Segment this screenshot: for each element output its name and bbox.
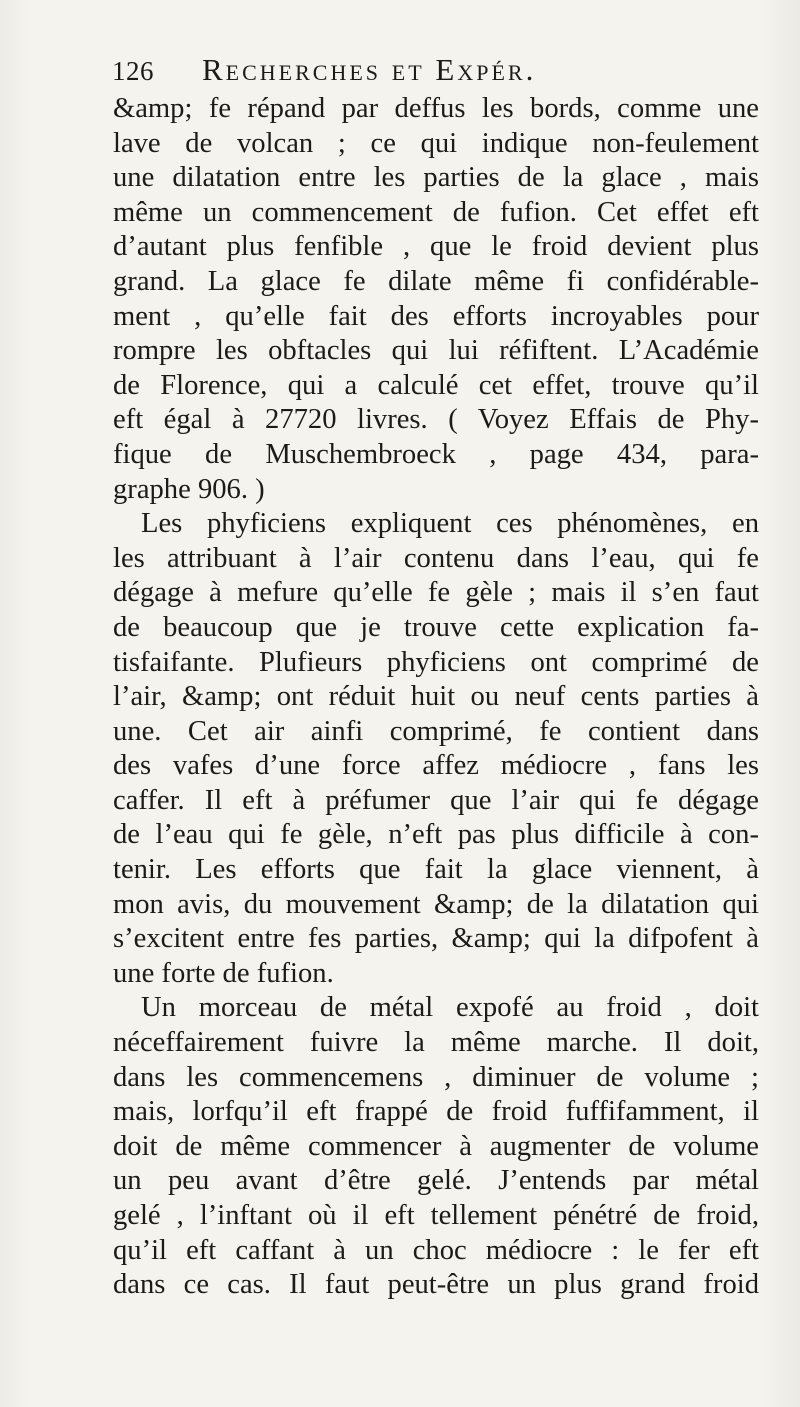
text-line: dans les commencemens , diminuer de volume ; xyxy=(113,1061,759,1093)
body-text xyxy=(113,92,759,1303)
text-line: dégage à mefure qu’elle fe gèle ; mais il s’en faut xyxy=(113,577,759,609)
text-line: ment , qu’elle fait des efforts incroyables pour xyxy=(113,300,759,332)
page-number: 126 xyxy=(112,56,154,86)
running-title: Recherches et Expér. xyxy=(202,52,537,87)
text-line: lave de volcan ; ce qui indique non-feulement xyxy=(113,127,759,159)
text-line: de beaucoup que je trouve cette explication fa- xyxy=(113,611,759,643)
text-line: tisfaifante. Plufieurs phyficiens ont comprimé de xyxy=(113,646,759,678)
text-line: doit de même commencer à augmenter de volume xyxy=(113,1130,759,1162)
text-line: de l’eau qui fe gèle, n’eft pas plus difficile à con- xyxy=(113,819,759,851)
text-line: un peu avant d’être gelé. J’entends par métal xyxy=(113,1165,759,1197)
text-line: fique de Muschembroeck , page 434, para- xyxy=(113,438,759,470)
text-line: s’excitent entre fes parties, &amp; qui la difpofent à xyxy=(113,923,759,955)
text-line: mon avis, du mouvement &amp; de la dilatation qui xyxy=(113,888,759,920)
text-line: dans ce cas. Il faut peut-être un plus grand froid xyxy=(113,1269,759,1301)
page-header xyxy=(112,52,752,96)
text-line: mais, lorfqu’il eft frappé de froid fuffifamment, il xyxy=(113,1096,759,1128)
text-line: néceffairement fuivre la même marche. Il doit, xyxy=(113,1027,759,1059)
text-line: qu’il eft caffant à un choc médiocre : le fer eft xyxy=(113,1234,759,1266)
text-line: une dilatation entre les parties de la glace , mais xyxy=(113,162,759,194)
text-line: l’air, &amp; ont réduit huit ou neuf cents parties à xyxy=(113,681,759,713)
paragraph-start-line: Les phyficiens expliquent ces phénomènes, en xyxy=(141,508,759,540)
text-line: tenir. Les efforts que fait la glace viennent, à xyxy=(113,854,759,886)
text-line: gelé , l’inftant où il eft tellement pénétré de froid, xyxy=(113,1200,759,1231)
text-line: caffer. Il eft à préfumer que l’air qui fe dégage xyxy=(113,784,759,816)
text-line: rompre les obftacles qui lui réfiftent. L’Académie xyxy=(113,335,759,367)
text-line: même un commencement de fufion. Cet effet eft xyxy=(113,196,759,228)
text-line: de Florence, qui a calculé cet effet, trouve qu’il xyxy=(113,369,759,401)
text-line: une forte de fufion. xyxy=(113,957,334,989)
text-line: eft égal à 27720 livres. ( Voyez Effais de Phy- xyxy=(113,404,759,436)
text-line: &amp; fe répand par deffus les bords, comme une xyxy=(113,93,759,124)
paragraph-start-line: Un morceau de métal expofé au froid , doit xyxy=(141,992,759,1024)
text-line: une. Cet air ainfi comprimé, fe contient dans xyxy=(113,715,759,747)
text-line: d’autant plus fenfible , que le froid devient plus xyxy=(113,231,759,263)
text-line: grand. La glace fe dilate même fi confidérable- xyxy=(113,265,759,297)
text-line: les attribuant à l’air contenu dans l’eau, qui fe xyxy=(113,542,759,574)
text-line: graphe 906. ) xyxy=(113,473,265,505)
text-line: des vafes d’une force affez médiocre , fans les xyxy=(113,750,759,782)
